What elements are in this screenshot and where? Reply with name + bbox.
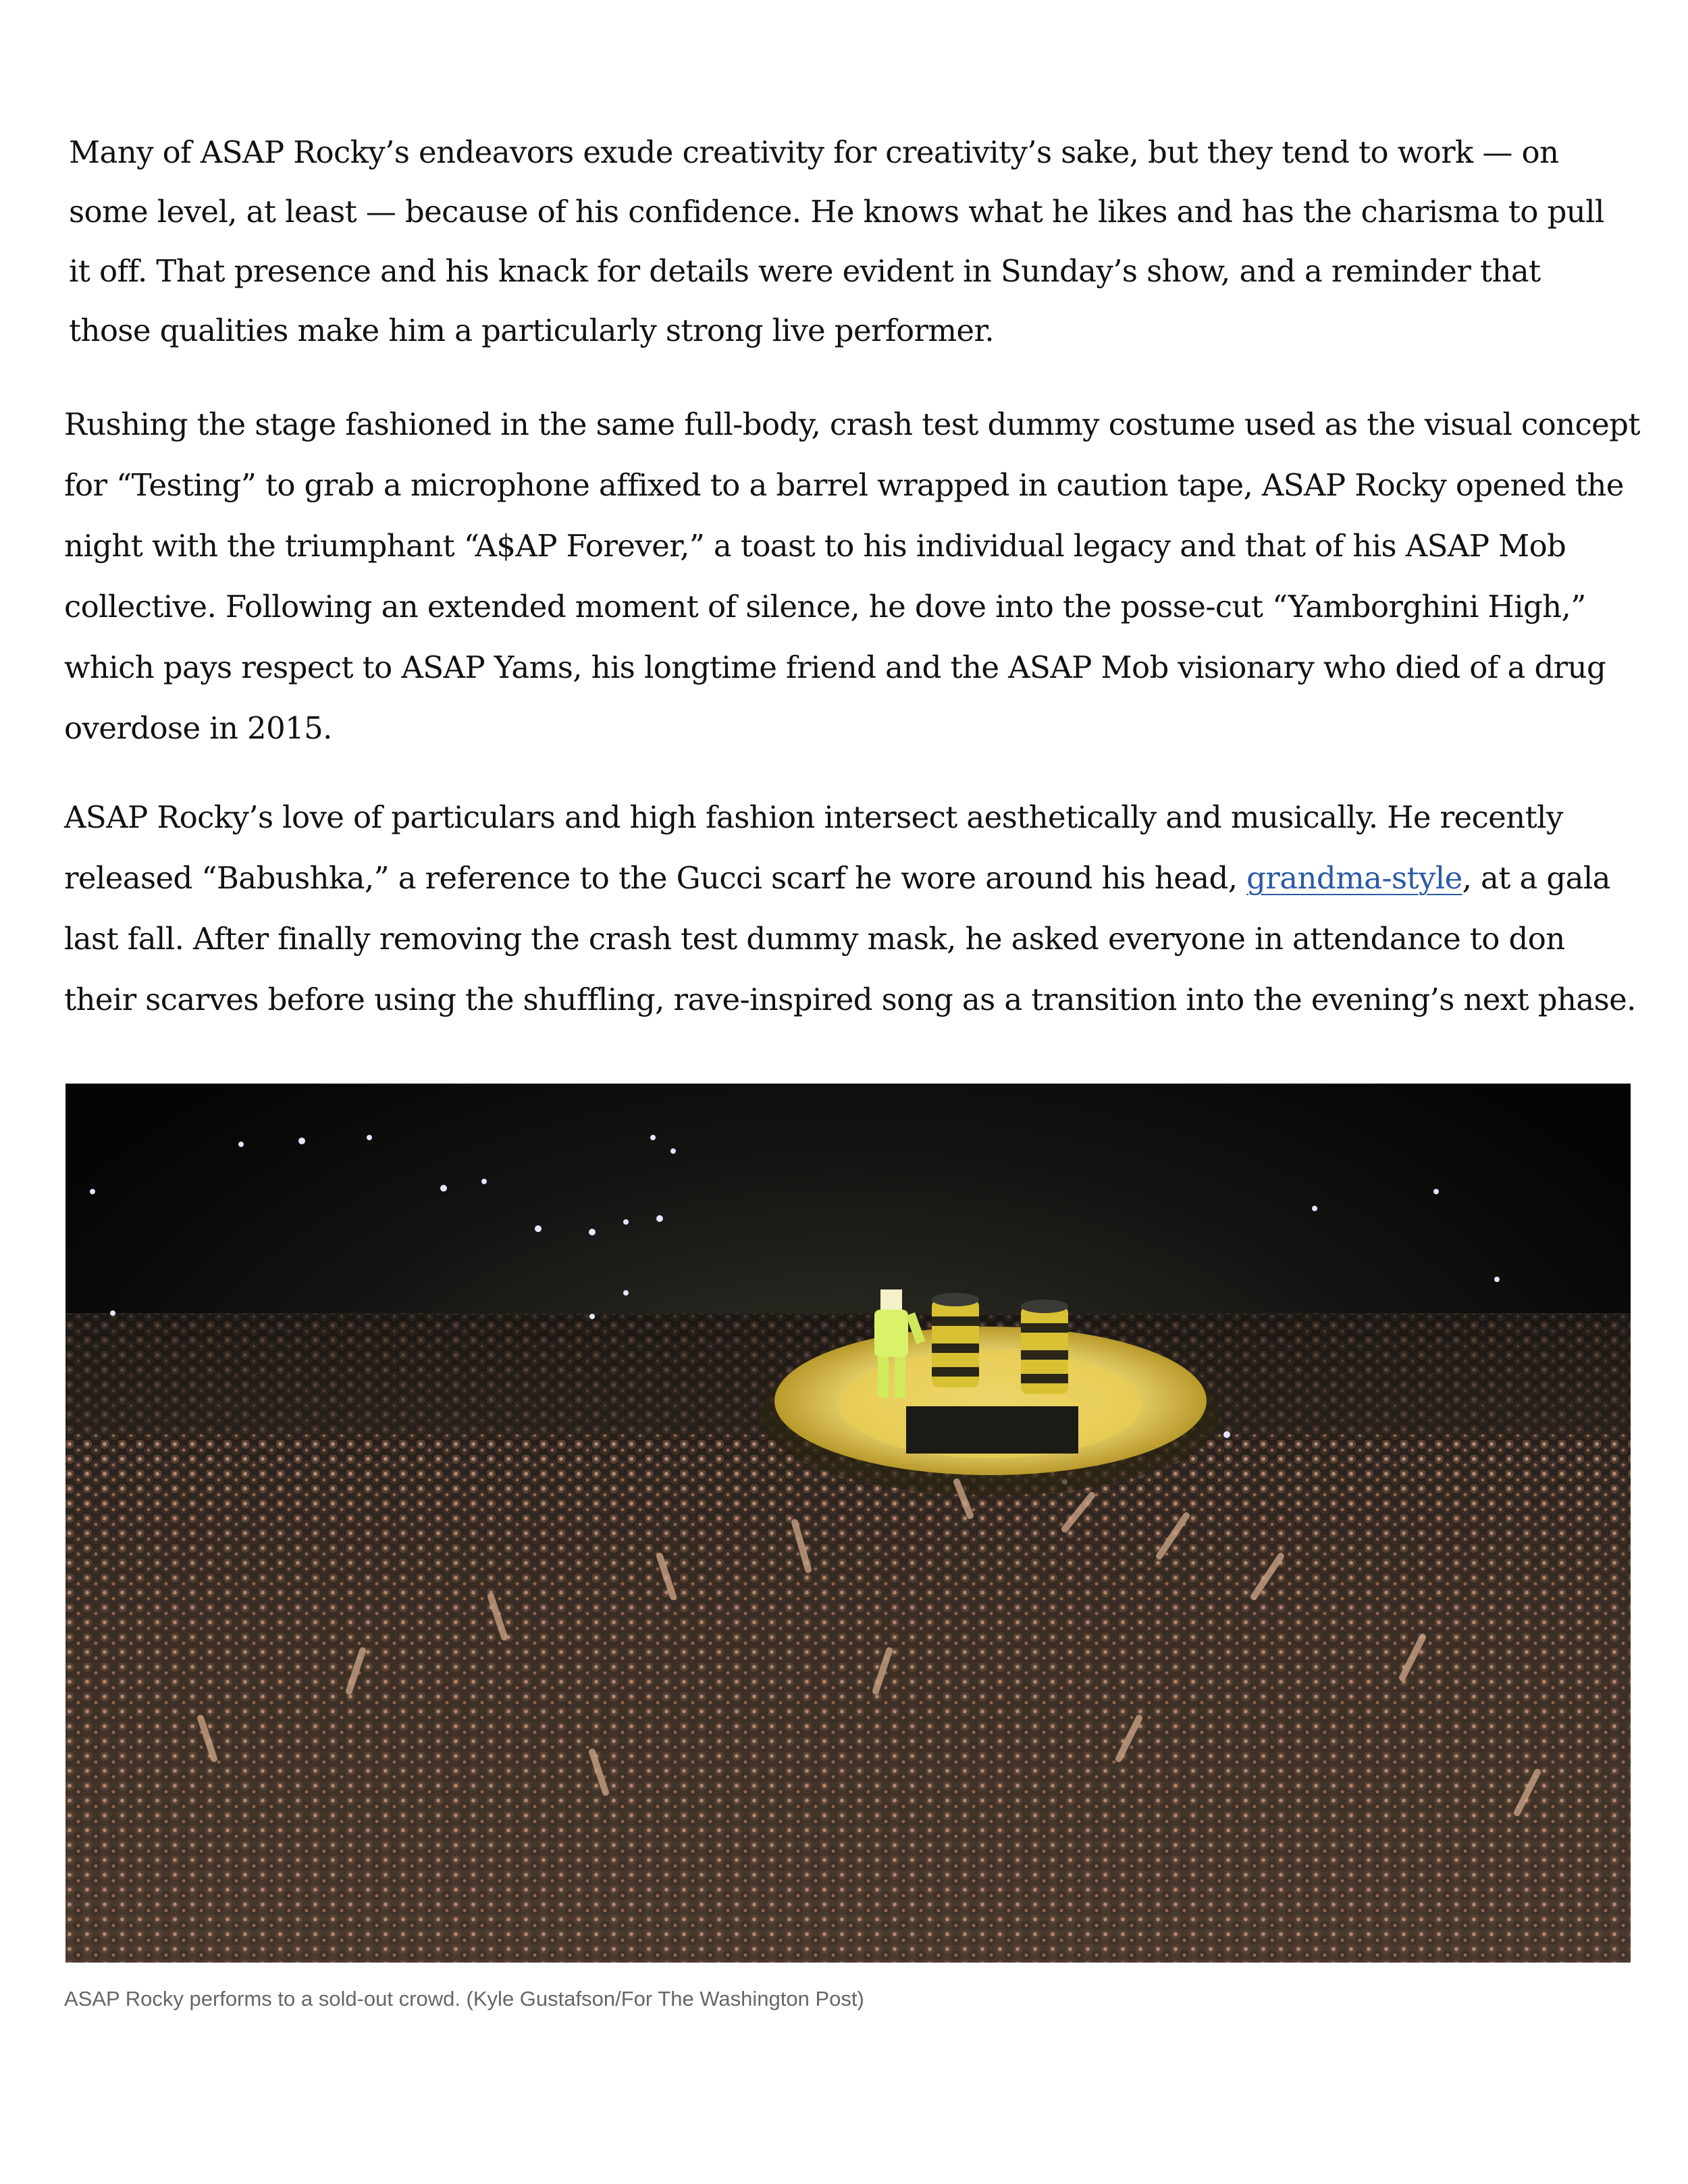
photo-caption: ASAP Rocky performs to a sold-out crowd. (Kyle Gustafson/For The Washington Post) xyxy=(64,1987,864,2010)
paragraph-3-text-after-link: , at a gala last fall. After finally removing the crash test dummy mask, he asked everyone in attendance to don their scarves before using the shuffling, rave-inspired song as a transition into the evening’s next phase. xyxy=(64,860,1636,1017)
article-paragraph-2: Rushing the stage fashioned in the same full-body, crash test dummy costume used as the visual concept for “Testing” to grab a microphone affixed to a barrel wrapped in caution tape, ASAP Rocky opened the night with the triumphant “A$AP Forever,” a toast to his individual legacy and that of his ASAP Mob collective. Following an extended moment of silence, he dove into the posse-cut “Yamborghini High,” which pays respect to ASAP Yams, his longtime friend and the ASAP Mob visionary who died of a drug overdose in 2015. xyxy=(64,406,1640,746)
grandma-style-link[interactable]: grandma-style xyxy=(1246,860,1462,896)
article-paragraph-1: Many of ASAP Rocky’s endeavors exude creativity for creativity’s sake, but they tend to work — on some level, at least — because of his confidence. He knows what he likes and has the charisma to pull it off. That presence and his knack for details were evident in Sunday’s show, and a reminder that those qualities make him a particularly strong live performer. xyxy=(69,134,1604,348)
paragraph-3-text-before-link: ASAP Rocky’s love of particulars and high fashion intersect aesthetically and musically. He recently released “Babushka,” a reference to the Gucci scarf he wore around his head, xyxy=(64,799,1563,896)
stage-mat xyxy=(906,1406,1078,1454)
article-paragraph-3 xyxy=(64,787,1637,1030)
concert-photo xyxy=(65,1084,1631,1963)
concert-photo-illustration xyxy=(65,1084,1631,1963)
